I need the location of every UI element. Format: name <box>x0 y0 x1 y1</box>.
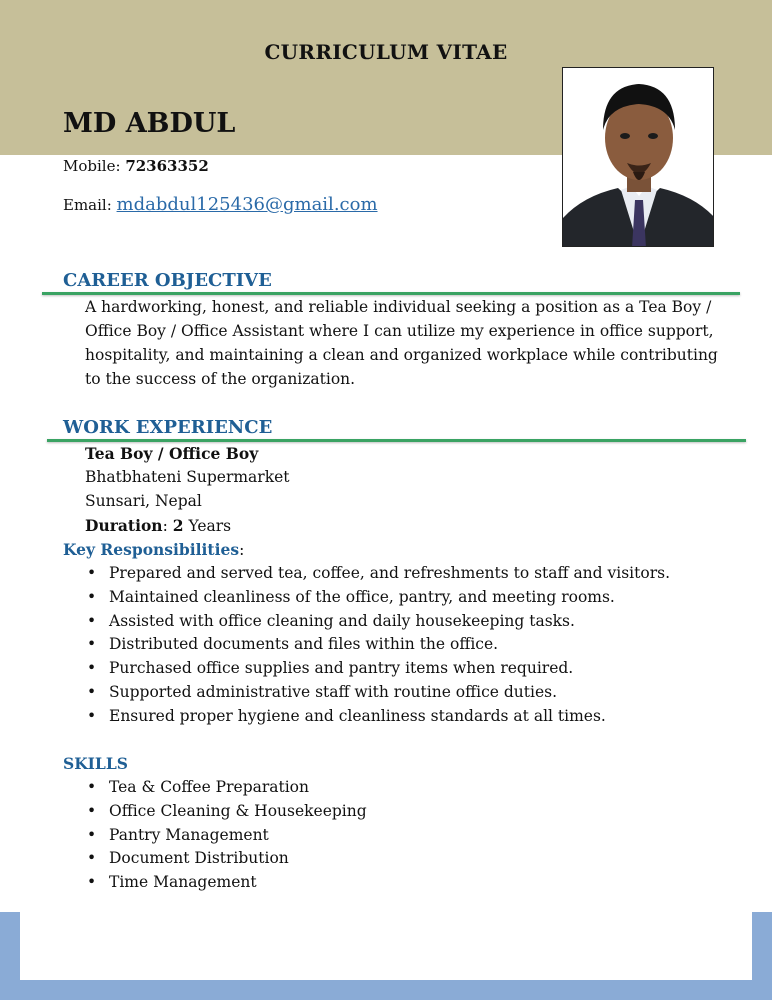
list-item: • Supported administrative staff with routine office duties. <box>85 681 670 705</box>
objective-line: Office Boy / Office Assistant where I can utilize my experience in office support, <box>85 322 714 340</box>
key-responsibilities-heading: Key Responsibilities <box>63 540 240 559</box>
duration-unit: Years <box>188 517 232 535</box>
list-item: • Assisted with office cleaning and daily housekeeping tasks. <box>85 610 670 634</box>
list-item: • Document Distribution <box>85 847 367 871</box>
company-name: Bhatbhateni Supermarket <box>85 468 290 486</box>
career-objective-heading: CAREER OBJECTIVE <box>63 270 272 291</box>
list-item: • Distributed documents and files within the office. <box>85 633 670 657</box>
list-item: • Time Management <box>85 871 367 895</box>
list-item: • Prepared and served tea, coffee, and refreshments to staff and visitors. <box>85 562 670 586</box>
skills-heading: SKILLS <box>63 754 128 773</box>
skills-list <box>85 776 367 895</box>
mobile-label: Mobile: <box>63 157 121 175</box>
responsibilities-list <box>85 562 670 729</box>
heading-colon: : <box>239 541 245 559</box>
mobile-line <box>63 157 209 175</box>
duration-colon: : <box>162 517 173 535</box>
duration-label: Duration <box>85 516 163 535</box>
mobile-value: 72363352 <box>125 157 209 175</box>
profile-photo <box>562 67 714 247</box>
email-link[interactable]: mdabdul125436@gmail.com <box>116 194 378 215</box>
list-item: • Office Cleaning & Housekeeping <box>85 800 367 824</box>
list-item: • Maintained cleanliness of the office, pantry, and meeting rooms. <box>85 586 670 610</box>
candidate-name: MD ABDUL <box>63 108 236 139</box>
footer-border-bottom <box>0 980 772 1000</box>
duration-value: 2 <box>172 516 184 535</box>
objective-line: to the success of the organization. <box>85 370 356 388</box>
work-experience-heading: WORK EXPERIENCE <box>63 417 273 438</box>
person-portrait-icon <box>563 68 714 247</box>
list-item: • Purchased office supplies and pantry items when required. <box>85 657 670 681</box>
duration-line <box>85 516 231 535</box>
list-item: • Pantry Management <box>85 824 367 848</box>
document-title: CURRICULUM VITAE <box>264 40 508 64</box>
list-item: • Tea & Coffee Preparation <box>85 776 367 800</box>
objective-line: A hardworking, honest, and reliable individual seeking a position as a Tea Boy / <box>85 298 712 316</box>
career-objective-text <box>85 295 725 391</box>
job-title: Tea Boy / Office Boy <box>85 444 259 463</box>
job-location: Sunsari, Nepal <box>85 492 202 510</box>
objective-line: hospitality, and maintaining a clean and organized workplace while contributing <box>85 346 718 364</box>
email-label: Email: <box>63 196 112 214</box>
email-line <box>63 194 378 215</box>
work-experience-rule <box>47 439 746 442</box>
key-responsibilities-line <box>63 540 244 559</box>
list-item: • Ensured proper hygiene and cleanliness standards at all times. <box>85 705 670 729</box>
